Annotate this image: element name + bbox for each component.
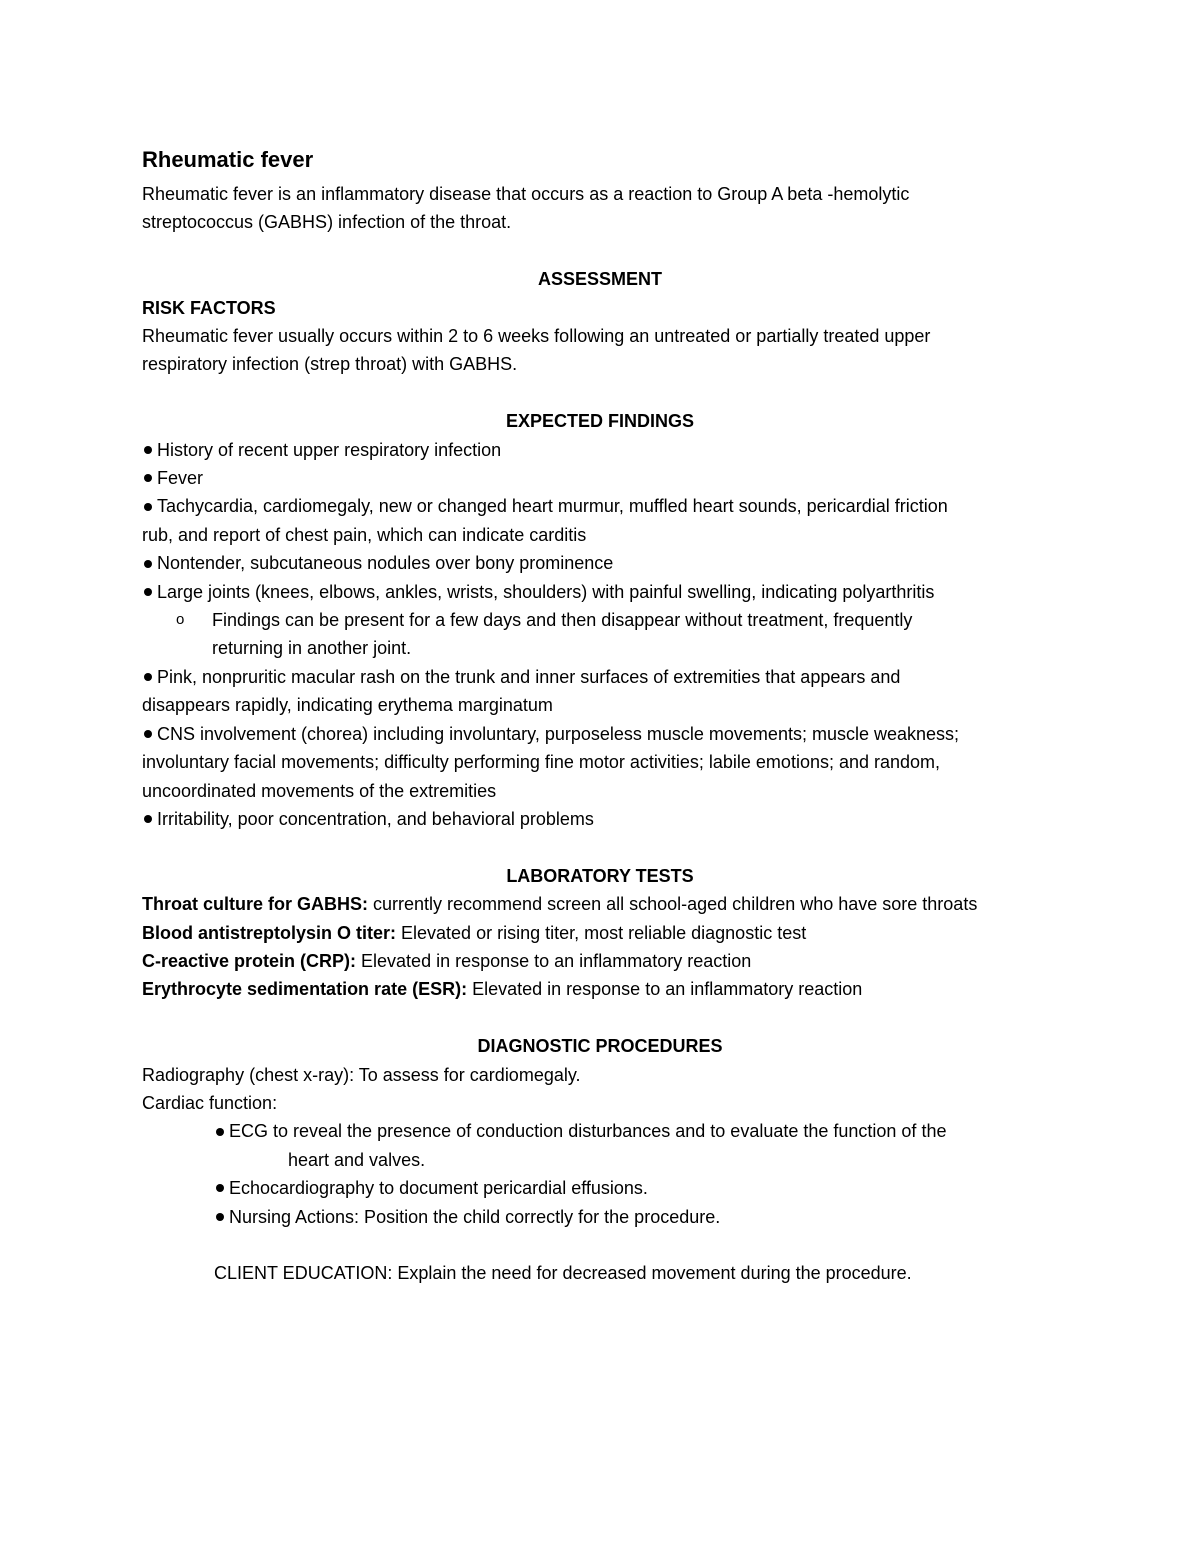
intro-line-2: streptococcus (GABHS) infection of the throat.: [142, 212, 512, 233]
finding-sub-text: returning in another joint.: [212, 638, 412, 659]
finding-item: [142, 720, 1062, 748]
bullet-icon: [216, 1184, 224, 1192]
finding-text: CNS involvement (chorea) including involuntary, purposeless muscle movements; muscle weakness;: [157, 723, 960, 744]
bullet-icon: [144, 815, 152, 823]
risk-factors-line-1: Rheumatic fever usually occurs within 2 to 6 weeks following an untreated or partially treated upper: [142, 326, 931, 347]
finding-item: [142, 663, 1062, 691]
finding-text: Tachycardia, cardiomegaly, new or changed heart murmur, muffled heart sounds, pericardial friction: [157, 496, 948, 517]
finding-sub-continuation: [142, 634, 1062, 662]
lab-text: Elevated or rising titer, most reliable diagnostic test: [396, 922, 807, 943]
lab-text: Elevated in response to an inflammatory reaction: [467, 979, 863, 1000]
bullet-icon: [144, 503, 152, 511]
finding-text: Irritability, poor concentration, and behavioral problems: [157, 808, 594, 829]
lab-text: currently recommend screen all school-aged children who have sore throats: [368, 894, 978, 915]
diagnostic-procedures-heading: DIAGNOSTIC PROCEDURES: [477, 1036, 723, 1057]
procedure-item: [142, 1174, 1062, 1202]
finding-item: [142, 492, 1062, 520]
lab-item: [142, 890, 1062, 918]
bullet-icon: [144, 560, 152, 568]
finding-item: [142, 436, 1062, 464]
bullet-icon: [144, 588, 152, 596]
procedure-continuation: heart and valves.: [288, 1149, 426, 1170]
risk-factors-heading: RISK FACTORS: [142, 297, 276, 318]
procedure-text: ECG to reveal the presence of conduction disturbances and to evaluate the function of the: [229, 1121, 947, 1142]
laboratory-tests-heading: LABORATORY TESTS: [506, 865, 694, 886]
lab-label: Throat culture for GABHS:: [142, 894, 369, 915]
lab-label: C-reactive protein (CRP):: [142, 950, 357, 971]
lab-text: Elevated in response to an inflammatory reaction: [356, 950, 752, 971]
procedure-text: Nursing Actions: Position the child correctly for the procedure.: [229, 1206, 721, 1227]
procedure-item: [142, 1117, 1062, 1145]
finding-item: [142, 464, 1062, 492]
expected-findings-heading: EXPECTED FINDINGS: [505, 411, 695, 432]
bullet-icon: [144, 446, 152, 454]
finding-text: Large joints (knees, elbows, ankles, wrists, shoulders) with painful swelling, indicating polyarthritis: [157, 581, 935, 602]
lab-item: [142, 919, 1062, 947]
finding-text: Nontender, subcutaneous nodules over bony prominence: [157, 553, 614, 574]
finding-sub-item: [142, 606, 1062, 634]
client-education-line: CLIENT EDUCATION: Explain the need for decreased movement during the procedure.: [214, 1263, 912, 1284]
spacer: [142, 237, 1062, 265]
intro-line-1: Rheumatic fever is an inflammatory disease that occurs as a reaction to Group A beta -hemolytic: [142, 184, 910, 204]
sub-bullet-marker: o: [176, 611, 185, 629]
finding-text: History of recent upper respiratory infection: [157, 439, 502, 460]
lab-label: Blood antistreptolysin O titer:: [142, 922, 397, 943]
lab-item: [142, 947, 1062, 975]
bullet-icon: [144, 730, 152, 738]
finding-item: [142, 578, 1062, 606]
risk-factors-line-2: respiratory infection (strep throat) with GABHS.: [142, 354, 518, 375]
procedure-item: [142, 1203, 1062, 1231]
finding-sub-text: Findings can be present for a few days and then disappear without treatment, frequently: [212, 610, 913, 631]
finding-item: [142, 549, 1062, 577]
finding-continuation: disappears rapidly, indicating erythema marginatum: [142, 695, 553, 716]
spacer: [142, 1231, 1062, 1259]
bullet-icon: [216, 1128, 224, 1136]
cardiac-function-line: Cardiac function:: [142, 1092, 278, 1113]
bullet-icon: [144, 673, 152, 681]
bullet-icon: [216, 1213, 224, 1221]
finding-item: [142, 805, 1062, 833]
finding-continuation: rub, and report of chest pain, which can indicate carditis: [142, 524, 587, 545]
spacer: [142, 833, 1062, 861]
document-title: Rheumatic fever: [142, 147, 314, 172]
bullet-icon: [144, 474, 152, 482]
assessment-heading: ASSESSMENT: [537, 269, 663, 290]
finding-continuation: uncoordinated movements of the extremities: [142, 780, 497, 801]
radiography-line: Radiography (chest x-ray): To assess for cardiomegaly.: [142, 1064, 581, 1085]
lab-label: Erythrocyte sedimentation rate (ESR):: [142, 979, 468, 1000]
procedure-text: Echocardiography to document pericardial effusions.: [229, 1178, 648, 1199]
lab-item: [142, 975, 1062, 1003]
finding-text: Fever: [157, 468, 204, 489]
finding-text: Pink, nonpruritic macular rash on the trunk and inner surfaces of extremities that appears and: [157, 666, 901, 687]
document-page: [142, 146, 1062, 1288]
spacer: [142, 379, 1062, 407]
spacer: [142, 1004, 1062, 1032]
finding-continuation: involuntary facial movements; difficulty performing fine motor activities; labile emotions; and random,: [142, 752, 941, 773]
